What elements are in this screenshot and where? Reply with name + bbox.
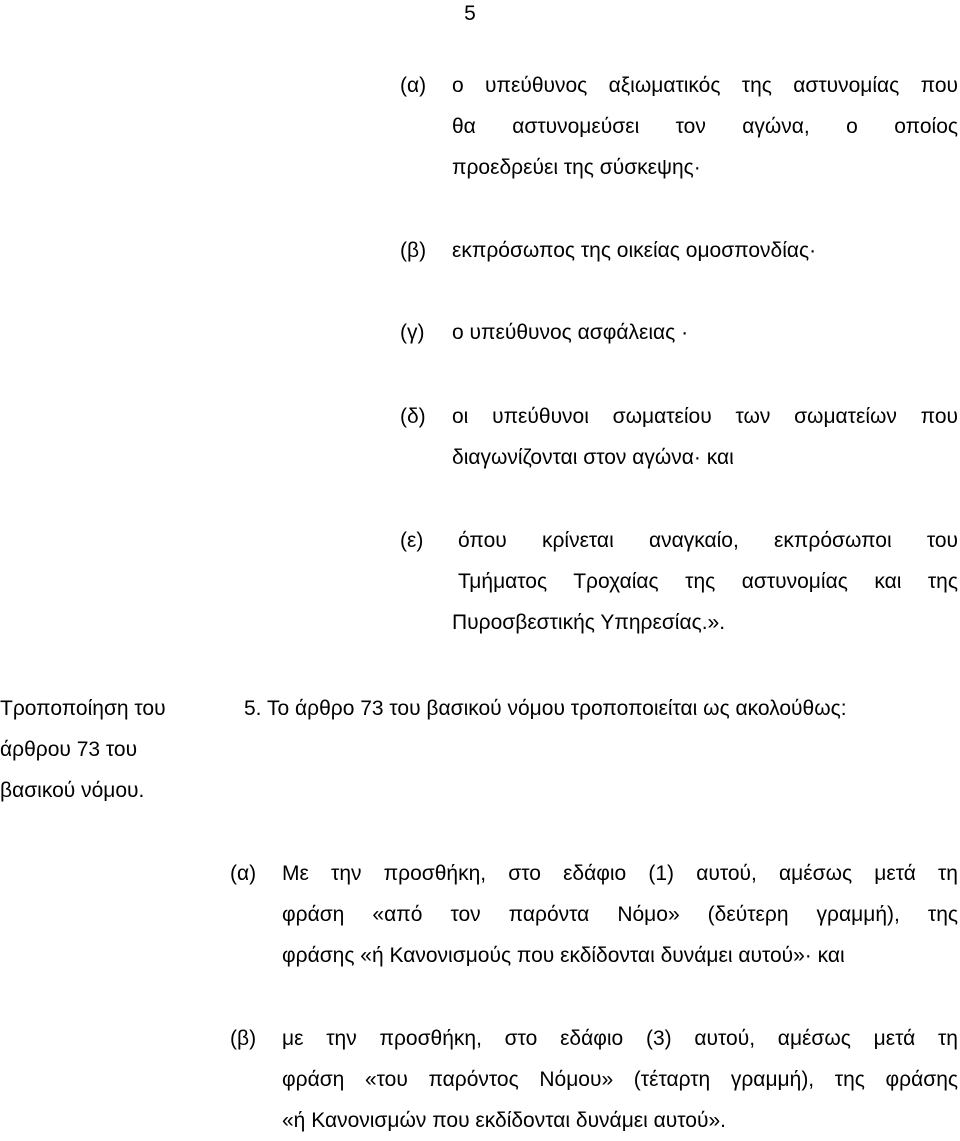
item-line: φράση «του παρόντος Νόμου» (τέταρτη γραμμή), της φράσης [282, 1068, 958, 1091]
list-item-b [400, 230, 958, 271]
list-item-a [400, 65, 958, 188]
item-label: (γ) [400, 321, 425, 344]
item-line: προεδρεύει της σύσκεψης· [452, 156, 701, 179]
section-5-heading: 5. Το άρθρο 73 του βασικού νόμου τροποποιείται ως ακολούθως: [244, 697, 847, 720]
item-line: εκπρόσωπος της οικείας ομοσπονδίας· [452, 239, 817, 262]
item-line: όπου κρίνεται αναγκαίο, εκπρόσωποι του [458, 529, 958, 552]
item-label: (β) [230, 1027, 257, 1050]
item-line: Πυροσβεστικής Υπηρεσίας.». [452, 611, 726, 634]
item-line: ο υπεύθυνος αξιωματικός της αστυνομίας που [452, 74, 958, 97]
item-line: Τμήματος Τροχαίας της αστυνομίας και της [458, 570, 958, 593]
page-number: 5 [464, 2, 476, 25]
item-label: (α) [230, 862, 257, 885]
item-label: (δ) [400, 405, 426, 428]
marginal-note-line: Τροποποίηση του [0, 697, 166, 720]
item-line: διαγωνίζονται στον αγώνα· και [452, 446, 734, 469]
marginal-note [0, 688, 166, 811]
marginal-note-line: άρθρου 73 του [0, 738, 138, 761]
item-line: οι υπεύθυνοι σωματείου των σωματείων που [452, 405, 958, 428]
item-line: φράσης «ή Κανονισμούς που εκδίδονται δυνάμει αυτού»· και [282, 944, 845, 967]
item-line: Με την προσθήκη, στο εδάφιο (1) αυτού, αμέσως μετά τη [282, 862, 958, 885]
amendment-item-b [230, 1018, 958, 1141]
list-item-d [400, 396, 958, 478]
item-line: θα αστυνομεύσει τον αγώνα, ο οποίος [452, 115, 958, 138]
list-item-e [400, 520, 958, 643]
amendment-item-a [230, 853, 958, 976]
marginal-note-line: βασικού νόμου. [0, 779, 145, 802]
item-label: (β) [400, 239, 427, 262]
item-label: (ε) [400, 529, 424, 552]
item-label: (α) [400, 74, 427, 97]
item-line: «ή Κανονισμών που εκδίδονται δυνάμει αυτού». [282, 1109, 726, 1132]
item-line: με την προσθήκη, στο εδάφιο (3) αυτού, αμέσως μετά τη [282, 1027, 958, 1050]
item-line: ο υπεύθυνος ασφάλειας · [452, 321, 689, 344]
list-item-c [400, 312, 958, 353]
item-line: φράση «από τον παρόντα Νόμο» (δεύτερη γραμμή), της [282, 903, 958, 926]
